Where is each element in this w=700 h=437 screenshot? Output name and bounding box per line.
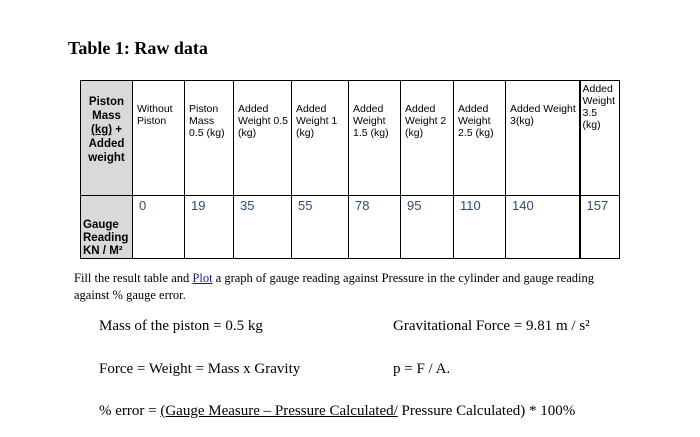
column-header: Piston Mass 0.5 (kg) (185, 81, 234, 196)
column-header: Added Weight 1 (kg) (292, 81, 349, 196)
gravity-formula: Gravitational Force = 9.81 m / s² (393, 318, 590, 334)
column-header: Added Weight 2 (kg) (401, 81, 454, 196)
column-header: Without Piston (133, 81, 185, 196)
column-header: Added Weight 2.5 (kg) (454, 81, 506, 196)
gauge-value: 78 (349, 196, 401, 259)
row-header-mass-line1: Piston Mass (88, 96, 125, 122)
gauge-row (81, 196, 620, 259)
gauge-value: 19 (185, 196, 234, 259)
column-header: Added Weight 1.5 (kg) (349, 81, 401, 196)
gauge-value: 55 (292, 196, 349, 259)
force-formula: Force = Weight = Mass x Gravity (99, 361, 301, 377)
column-header: Added Weight 3.5 (kg) (580, 81, 620, 196)
instructions-text-b: a graph of gauge reading against Pressure in the cylinder and gauge reading (212, 271, 595, 285)
instructions-line1 (74, 271, 594, 286)
gauge-value: 140 (506, 196, 580, 259)
instructions-line2: against % gauge error. (74, 288, 186, 302)
gauge-value: 157 (580, 196, 620, 259)
row-header-mass (81, 81, 133, 196)
error-underlined: (Gauge Measure – Pressure Calculated/ (160, 403, 398, 419)
gauge-value: 0 (133, 196, 185, 259)
error-formula (99, 403, 575, 420)
mass-formula: Mass of the piston = 0.5 kg (99, 318, 263, 334)
instructions-text-a: Fill the result table and (74, 271, 193, 285)
error-suffix: Pressure Calculated) * 100% (397, 403, 576, 419)
column-header: Added Weight 3(kg) (506, 81, 580, 196)
plot-link[interactable]: Plot (192, 271, 213, 285)
row-header-mass-plus: + (112, 124, 122, 136)
gauge-value: 95 (401, 196, 454, 259)
table-title: Table 1: Raw data (68, 38, 208, 58)
row-header-mass-unit: (kg) (90, 124, 113, 136)
raw-data-table (80, 80, 620, 259)
mass-row (81, 81, 620, 196)
gauge-value: 35 (234, 196, 292, 259)
pressure-formula: p = F / A. (393, 361, 451, 377)
row-header-mass-line2: Added weight (88, 138, 125, 164)
error-prefix: % error = (99, 403, 161, 419)
row-header-gauge: Gauge Reading KN / M² (81, 196, 133, 259)
column-header: Added Weight 0.5 (kg) (234, 81, 292, 196)
gauge-value: 110 (454, 196, 506, 259)
